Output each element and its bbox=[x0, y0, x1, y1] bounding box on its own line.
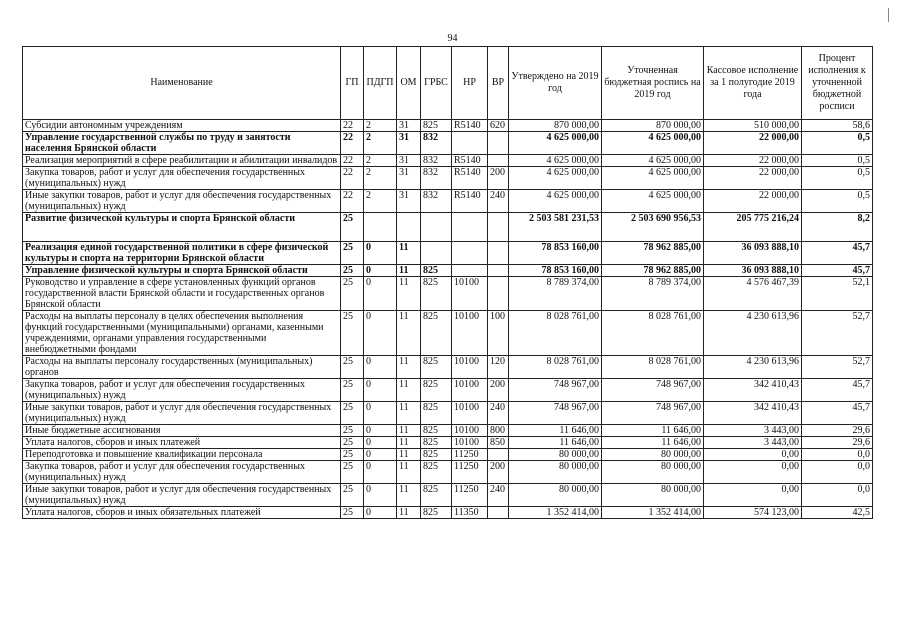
cell-percent: 52,7 bbox=[802, 311, 873, 356]
cell-refined: 748 967,00 bbox=[602, 402, 704, 425]
cell-refined: 4 625 000,00 bbox=[602, 155, 704, 167]
cell-vr: 800 bbox=[488, 425, 509, 437]
cell-pgp: 2 bbox=[364, 120, 397, 132]
cell-gp: 25 bbox=[341, 507, 364, 519]
cell-nr: 10100 bbox=[452, 277, 488, 311]
cell-nr: 11250 bbox=[452, 449, 488, 461]
cell-approved: 80 000,00 bbox=[509, 484, 602, 507]
cell-name: Развитие физической культуры и спорта Брянской области bbox=[23, 213, 341, 242]
cell-refined: 8 028 761,00 bbox=[602, 311, 704, 356]
cell-nr: 10100 bbox=[452, 311, 488, 356]
cell-nr: 10100 bbox=[452, 356, 488, 379]
cell-approved: 4 625 000,00 bbox=[509, 167, 602, 190]
cell-om: 11 bbox=[397, 437, 421, 449]
cell-om bbox=[397, 213, 421, 242]
cell-om: 31 bbox=[397, 167, 421, 190]
cell-approved: 8 028 761,00 bbox=[509, 311, 602, 356]
cell-nr: 10100 bbox=[452, 437, 488, 449]
cell-percent: 8,2 bbox=[802, 213, 873, 242]
cell-refined: 78 962 885,00 bbox=[602, 242, 704, 265]
cell-om: 11 bbox=[397, 507, 421, 519]
cell-percent: 52,1 bbox=[802, 277, 873, 311]
cell-percent: 0,5 bbox=[802, 190, 873, 213]
cell-om: 11 bbox=[397, 379, 421, 402]
cell-pgp: 0 bbox=[364, 356, 397, 379]
cell-percent: 42,5 bbox=[802, 507, 873, 519]
cell-refined: 80 000,00 bbox=[602, 461, 704, 484]
cell-approved: 78 853 160,00 bbox=[509, 265, 602, 277]
cell-name: Уплата налогов, сборов и иных обязательных платежей bbox=[23, 507, 341, 519]
cell-refined: 2 503 690 956,53 bbox=[602, 213, 704, 242]
budget-table bbox=[22, 46, 873, 519]
cell-grbs bbox=[421, 213, 452, 242]
cell-grbs: 825 bbox=[421, 449, 452, 461]
cell-percent: 29,6 bbox=[802, 437, 873, 449]
cell-name: Расходы на выплаты персоналу в целях обеспечения выполнения функций государственными (муниципальными) органами, казенными учреждениями, органами управления государственными внебюджетными фондами bbox=[23, 311, 341, 356]
header-vr: ВР bbox=[488, 47, 509, 120]
cell-vr: 620 bbox=[488, 120, 509, 132]
cell-approved: 4 625 000,00 bbox=[509, 190, 602, 213]
cell-name: Иные закупки товаров, работ и услуг для обеспечения государственных (муниципальных) нужд bbox=[23, 190, 341, 213]
cell-cash: 36 093 888,10 bbox=[704, 265, 802, 277]
cell-refined: 870 000,00 bbox=[602, 120, 704, 132]
cell-approved: 80 000,00 bbox=[509, 449, 602, 461]
cell-pgp: 2 bbox=[364, 190, 397, 213]
cell-vr bbox=[488, 277, 509, 311]
cell-approved: 4 625 000,00 bbox=[509, 132, 602, 155]
cell-nr: 11250 bbox=[452, 461, 488, 484]
cell-nr bbox=[452, 132, 488, 155]
cell-approved: 8 789 374,00 bbox=[509, 277, 602, 311]
cell-pgp: 0 bbox=[364, 461, 397, 484]
cell-vr bbox=[488, 449, 509, 461]
table-row bbox=[23, 265, 873, 277]
cell-refined: 80 000,00 bbox=[602, 449, 704, 461]
cell-name: Закупка товаров, работ и услуг для обеспечения государственных (муниципальных) нужд bbox=[23, 461, 341, 484]
cell-pgp: 0 bbox=[364, 402, 397, 425]
cell-nr bbox=[452, 265, 488, 277]
cell-pgp: 0 bbox=[364, 449, 397, 461]
cell-refined: 11 646,00 bbox=[602, 425, 704, 437]
cell-name: Иные закупки товаров, работ и услуг для обеспечения государственных (муниципальных) нужд bbox=[23, 402, 341, 425]
cell-nr: R5140 bbox=[452, 190, 488, 213]
header-cash: Кассовое исполнение за 1 полугодие 2019 года bbox=[704, 47, 802, 120]
cell-approved: 2 503 581 231,53 bbox=[509, 213, 602, 242]
cell-grbs: 825 bbox=[421, 461, 452, 484]
cell-refined: 4 625 000,00 bbox=[602, 132, 704, 155]
cell-grbs: 825 bbox=[421, 507, 452, 519]
cell-gp: 25 bbox=[341, 265, 364, 277]
cell-gp: 22 bbox=[341, 167, 364, 190]
table-row bbox=[23, 437, 873, 449]
cell-grbs: 832 bbox=[421, 190, 452, 213]
cell-gp: 25 bbox=[341, 311, 364, 356]
cell-cash: 4 230 613,96 bbox=[704, 356, 802, 379]
cell-nr: 11350 bbox=[452, 507, 488, 519]
cell-cash: 342 410,43 bbox=[704, 402, 802, 425]
cell-percent: 52,7 bbox=[802, 356, 873, 379]
cell-cash: 0,00 bbox=[704, 461, 802, 484]
cell-approved: 4 625 000,00 bbox=[509, 155, 602, 167]
cell-refined: 8 789 374,00 bbox=[602, 277, 704, 311]
cell-vr: 200 bbox=[488, 461, 509, 484]
cell-vr bbox=[488, 507, 509, 519]
cell-grbs: 825 bbox=[421, 120, 452, 132]
cell-cash: 4 576 467,39 bbox=[704, 277, 802, 311]
cell-cash: 3 443,00 bbox=[704, 425, 802, 437]
cell-vr: 240 bbox=[488, 190, 509, 213]
header-row bbox=[23, 47, 873, 120]
cell-vr bbox=[488, 242, 509, 265]
cell-om: 11 bbox=[397, 311, 421, 356]
cell-grbs: 832 bbox=[421, 167, 452, 190]
cell-om: 11 bbox=[397, 484, 421, 507]
margin-mark bbox=[888, 8, 889, 22]
table-row bbox=[23, 277, 873, 311]
cell-gp: 25 bbox=[341, 484, 364, 507]
table-row bbox=[23, 507, 873, 519]
cell-name: Переподготовка и повышение квалификации персонала bbox=[23, 449, 341, 461]
cell-gp: 25 bbox=[341, 213, 364, 242]
cell-percent: 0,5 bbox=[802, 132, 873, 155]
cell-om: 11 bbox=[397, 242, 421, 265]
table-row bbox=[23, 449, 873, 461]
cell-name: Управление государственной службы по труду и занятости населения Брянской области bbox=[23, 132, 341, 155]
cell-nr: 10100 bbox=[452, 425, 488, 437]
cell-nr: 10100 bbox=[452, 402, 488, 425]
cell-approved: 870 000,00 bbox=[509, 120, 602, 132]
cell-grbs: 825 bbox=[421, 379, 452, 402]
cell-name: Управление физической культуры и спорта Брянской области bbox=[23, 265, 341, 277]
table-row bbox=[23, 484, 873, 507]
cell-refined: 748 967,00 bbox=[602, 379, 704, 402]
cell-nr: R5140 bbox=[452, 167, 488, 190]
cell-gp: 25 bbox=[341, 402, 364, 425]
cell-refined: 8 028 761,00 bbox=[602, 356, 704, 379]
cell-name: Закупка товаров, работ и услуг для обеспечения государственных (муниципальных) нужд bbox=[23, 167, 341, 190]
cell-vr: 240 bbox=[488, 402, 509, 425]
cell-pgp: 0 bbox=[364, 484, 397, 507]
cell-vr: 120 bbox=[488, 356, 509, 379]
cell-om: 31 bbox=[397, 132, 421, 155]
cell-approved: 80 000,00 bbox=[509, 461, 602, 484]
cell-approved: 11 646,00 bbox=[509, 437, 602, 449]
cell-grbs: 825 bbox=[421, 277, 452, 311]
header-name: Наименование bbox=[23, 47, 341, 120]
cell-nr: 10100 bbox=[452, 379, 488, 402]
cell-gp: 25 bbox=[341, 461, 364, 484]
cell-om: 11 bbox=[397, 277, 421, 311]
cell-grbs: 825 bbox=[421, 425, 452, 437]
cell-vr bbox=[488, 265, 509, 277]
cell-pgp: 0 bbox=[364, 311, 397, 356]
cell-refined: 4 625 000,00 bbox=[602, 190, 704, 213]
cell-vr bbox=[488, 155, 509, 167]
header-refined: Уточненная бюджетная роспись на 2019 год bbox=[602, 47, 704, 120]
cell-refined: 11 646,00 bbox=[602, 437, 704, 449]
cell-pgp: 0 bbox=[364, 242, 397, 265]
table-row bbox=[23, 190, 873, 213]
cell-om: 31 bbox=[397, 120, 421, 132]
cell-percent: 29,6 bbox=[802, 425, 873, 437]
table-row bbox=[23, 311, 873, 356]
header-pgp: ПДГП bbox=[364, 47, 397, 120]
header-gp: ГП bbox=[341, 47, 364, 120]
table-row bbox=[23, 356, 873, 379]
cell-grbs: 832 bbox=[421, 132, 452, 155]
cell-percent: 45,7 bbox=[802, 242, 873, 265]
cell-name: Уплата налогов, сборов и иных платежей bbox=[23, 437, 341, 449]
cell-vr: 100 bbox=[488, 311, 509, 356]
cell-percent: 45,7 bbox=[802, 265, 873, 277]
header-nr: НР bbox=[452, 47, 488, 120]
cell-percent: 0,5 bbox=[802, 155, 873, 167]
cell-gp: 25 bbox=[341, 379, 364, 402]
cell-nr: 11250 bbox=[452, 484, 488, 507]
cell-percent: 0,0 bbox=[802, 461, 873, 484]
cell-name: Руководство и управление в сфере установленных функций органов государственной власти Брянской области и государственных органов Брянской области bbox=[23, 277, 341, 311]
cell-approved: 78 853 160,00 bbox=[509, 242, 602, 265]
cell-gp: 25 bbox=[341, 277, 364, 311]
cell-pgp: 2 bbox=[364, 167, 397, 190]
cell-cash: 574 123,00 bbox=[704, 507, 802, 519]
cell-gp: 22 bbox=[341, 155, 364, 167]
cell-vr bbox=[488, 132, 509, 155]
cell-pgp: 0 bbox=[364, 437, 397, 449]
header-approved: Утверждено на 2019 год bbox=[509, 47, 602, 120]
cell-grbs: 825 bbox=[421, 311, 452, 356]
cell-om: 11 bbox=[397, 449, 421, 461]
header-grbs: ГРБС bbox=[421, 47, 452, 120]
table-row bbox=[23, 213, 873, 242]
cell-om: 31 bbox=[397, 155, 421, 167]
cell-name: Субсидии автономным учреждениям bbox=[23, 120, 341, 132]
table-row bbox=[23, 461, 873, 484]
cell-pgp: 0 bbox=[364, 425, 397, 437]
cell-om: 11 bbox=[397, 461, 421, 484]
cell-cash: 22 000,00 bbox=[704, 132, 802, 155]
cell-name: Закупка товаров, работ и услуг для обеспечения государственных (муниципальных) нужд bbox=[23, 379, 341, 402]
cell-percent: 58,6 bbox=[802, 120, 873, 132]
cell-om: 31 bbox=[397, 190, 421, 213]
cell-cash: 0,00 bbox=[704, 484, 802, 507]
cell-cash: 3 443,00 bbox=[704, 437, 802, 449]
cell-pgp: 2 bbox=[364, 155, 397, 167]
cell-percent: 0,0 bbox=[802, 484, 873, 507]
table-row bbox=[23, 120, 873, 132]
cell-name: Расходы на выплаты персоналу государственных (муниципальных) органов bbox=[23, 356, 341, 379]
cell-pgp: 0 bbox=[364, 379, 397, 402]
cell-om: 11 bbox=[397, 402, 421, 425]
table-row bbox=[23, 167, 873, 190]
cell-nr bbox=[452, 242, 488, 265]
cell-nr: R5140 bbox=[452, 155, 488, 167]
cell-cash: 0,00 bbox=[704, 449, 802, 461]
cell-gp: 25 bbox=[341, 437, 364, 449]
cell-name: Иные закупки товаров, работ и услуг для обеспечения государственных (муниципальных) нужд bbox=[23, 484, 341, 507]
cell-grbs: 832 bbox=[421, 155, 452, 167]
table-row bbox=[23, 155, 873, 167]
cell-cash: 36 093 888,10 bbox=[704, 242, 802, 265]
cell-cash: 22 000,00 bbox=[704, 190, 802, 213]
cell-approved: 1 352 414,00 bbox=[509, 507, 602, 519]
table-row bbox=[23, 425, 873, 437]
cell-refined: 1 352 414,00 bbox=[602, 507, 704, 519]
cell-gp: 22 bbox=[341, 132, 364, 155]
cell-approved: 11 646,00 bbox=[509, 425, 602, 437]
cell-nr: R5140 bbox=[452, 120, 488, 132]
cell-gp: 25 bbox=[341, 242, 364, 265]
cell-vr: 240 bbox=[488, 484, 509, 507]
cell-approved: 748 967,00 bbox=[509, 402, 602, 425]
cell-grbs: 825 bbox=[421, 484, 452, 507]
cell-approved: 748 967,00 bbox=[509, 379, 602, 402]
cell-grbs: 825 bbox=[421, 265, 452, 277]
cell-gp: 22 bbox=[341, 120, 364, 132]
cell-nr bbox=[452, 213, 488, 242]
cell-gp: 25 bbox=[341, 356, 364, 379]
cell-pgp: 2 bbox=[364, 132, 397, 155]
cell-cash: 22 000,00 bbox=[704, 167, 802, 190]
cell-grbs: 825 bbox=[421, 402, 452, 425]
cell-grbs: 825 bbox=[421, 437, 452, 449]
cell-refined: 78 962 885,00 bbox=[602, 265, 704, 277]
cell-name: Реализация единой государственной политики в сфере физической культуры и спорта на территории Брянской области bbox=[23, 242, 341, 265]
cell-pgp: 0 bbox=[364, 277, 397, 311]
cell-vr: 850 bbox=[488, 437, 509, 449]
cell-cash: 342 410,43 bbox=[704, 379, 802, 402]
cell-pgp: 0 bbox=[364, 507, 397, 519]
cell-pgp: 0 bbox=[364, 265, 397, 277]
cell-percent: 0,5 bbox=[802, 167, 873, 190]
cell-grbs: 825 bbox=[421, 356, 452, 379]
header-om: ОМ bbox=[397, 47, 421, 120]
cell-gp: 22 bbox=[341, 190, 364, 213]
cell-percent: 0,0 bbox=[802, 449, 873, 461]
cell-refined: 80 000,00 bbox=[602, 484, 704, 507]
table-row bbox=[23, 132, 873, 155]
cell-om: 11 bbox=[397, 356, 421, 379]
cell-vr: 200 bbox=[488, 167, 509, 190]
header-percent: Процент исполнения к уточненной бюджетной росписи bbox=[802, 47, 873, 120]
page-number: 94 bbox=[447, 33, 458, 44]
cell-vr: 200 bbox=[488, 379, 509, 402]
cell-cash: 510 000,00 bbox=[704, 120, 802, 132]
cell-om: 11 bbox=[397, 265, 421, 277]
table-row bbox=[23, 402, 873, 425]
cell-gp: 25 bbox=[341, 425, 364, 437]
cell-percent: 45,7 bbox=[802, 402, 873, 425]
cell-percent: 45,7 bbox=[802, 379, 873, 402]
cell-cash: 22 000,00 bbox=[704, 155, 802, 167]
cell-name: Реализация мероприятий в сфере реабилитации и абилитации инвалидов bbox=[23, 155, 341, 167]
table-row bbox=[23, 379, 873, 402]
cell-cash: 4 230 613,96 bbox=[704, 311, 802, 356]
cell-pgp bbox=[364, 213, 397, 242]
cell-grbs bbox=[421, 242, 452, 265]
cell-approved: 8 028 761,00 bbox=[509, 356, 602, 379]
cell-refined: 4 625 000,00 bbox=[602, 167, 704, 190]
cell-name: Иные бюджетные ассигнования bbox=[23, 425, 341, 437]
cell-om: 11 bbox=[397, 425, 421, 437]
table-row bbox=[23, 242, 873, 265]
cell-vr bbox=[488, 213, 509, 242]
cell-cash: 205 775 216,24 bbox=[704, 213, 802, 242]
cell-gp: 25 bbox=[341, 449, 364, 461]
